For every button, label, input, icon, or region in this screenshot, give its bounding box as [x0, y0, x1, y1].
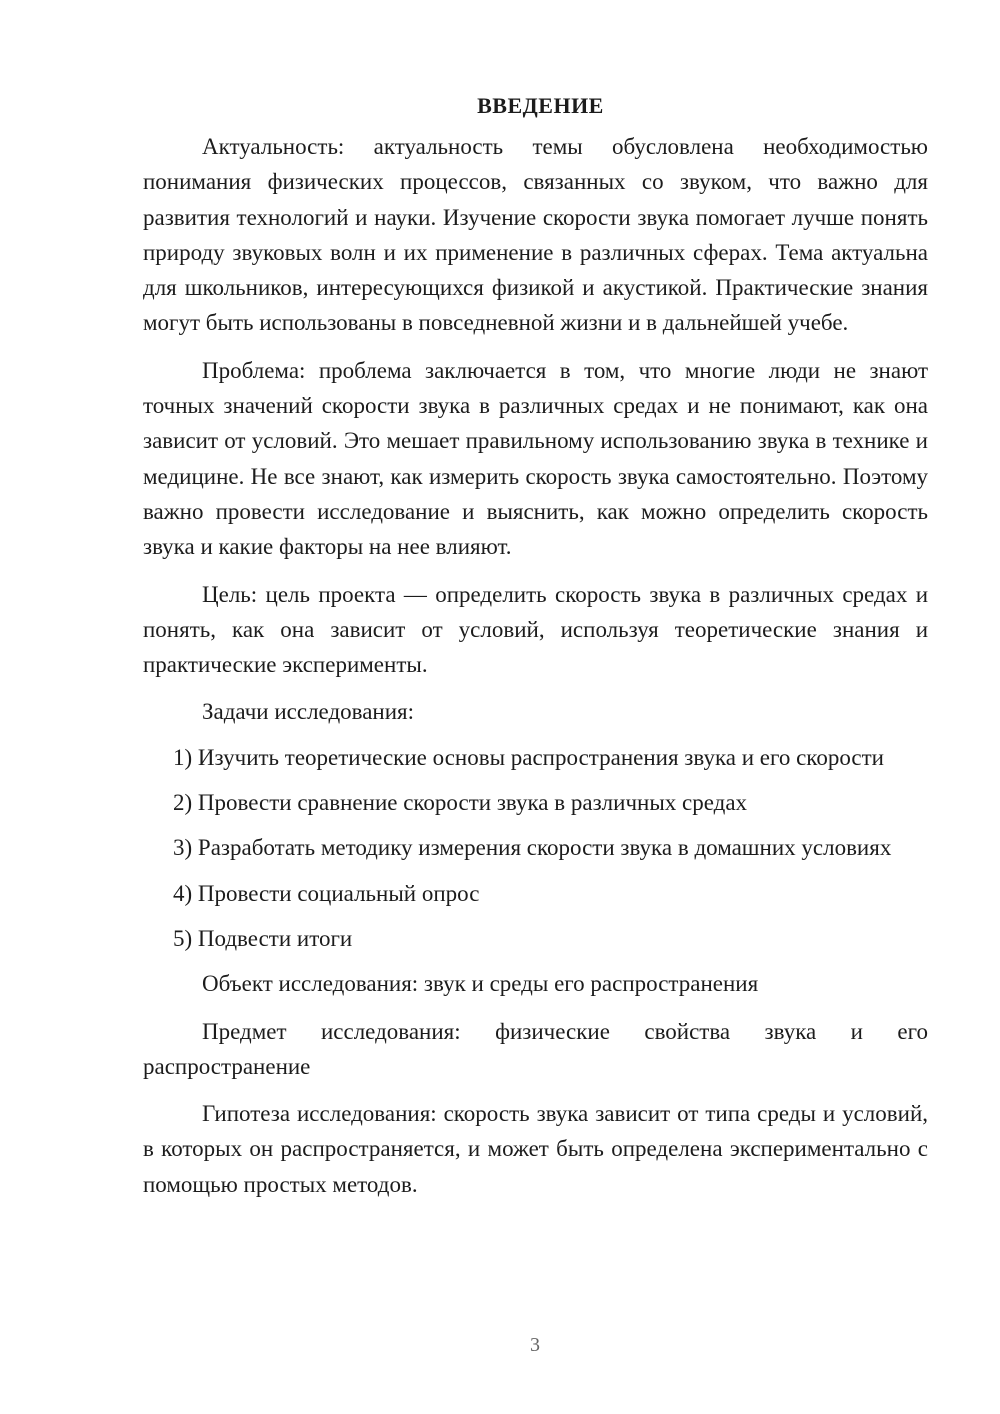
paragraph-goal: Цель: цель проекта — определить скорость звука в различных средах и понять, как она зависит от условий, используя теоретические знания и практические эксперименты. [143, 581, 928, 678]
paragraph-problem: Проблема: проблема заключается в том, что многие люди не знают точных значений скорости звука в различных средах и не понимают, как она зависит от условий. Это мешает правильному использованию звука в технике и медицине. Не все знают, как измерить скорость звука самостоятельно. Поэтому важно провести исследование и выяснить, как можно определить скорость звука и какие факторы на нее влияют. [143, 357, 928, 560]
section-title: ВВЕДЕНИЕ [477, 93, 604, 118]
task-item-4: 4) Провести социальный опрос [173, 880, 480, 906]
task-item-3: 3) Разработать методику измерения скорости звука в домашних условиях [173, 835, 892, 861]
paragraph-relevance: Актуальность: актуальность темы обусловлена необходимостью понимания физических процессов, связанных со звуком, что важно для развития технологий и науки. Изучение скорости звука помогает лучше понять природу звуковых волн и их применение в различных сферах. Тема актуальна для школьников, интересующихся физикой и акустикой. Практические знания могут быть использованы в повседневной жизни и в дальнейшей учебе. [143, 134, 928, 336]
task-item-2: 2) Провести сравнение скорости звука в различных средах [173, 790, 748, 816]
research-subject: Предмет исследования: физические свойства звука и его распространение [143, 1018, 928, 1079]
research-object: Объект исследования: звук и среды его распространения [202, 971, 759, 997]
tasks-heading: Задачи исследования: [202, 699, 415, 725]
task-item-5: 5) Подвести итоги [173, 925, 353, 951]
research-hypothesis: Гипотеза исследования: скорость звука зависит от типа среды и условий, в которых он распространяется, и может быть определена экспериментально с помощью простых методов. [143, 1101, 928, 1197]
document-body [143, 93, 928, 1214]
task-item-1: 1) Изучить теоретические основы распространения звука и его скорости [173, 744, 884, 770]
page-number: 3 [530, 1334, 540, 1356]
